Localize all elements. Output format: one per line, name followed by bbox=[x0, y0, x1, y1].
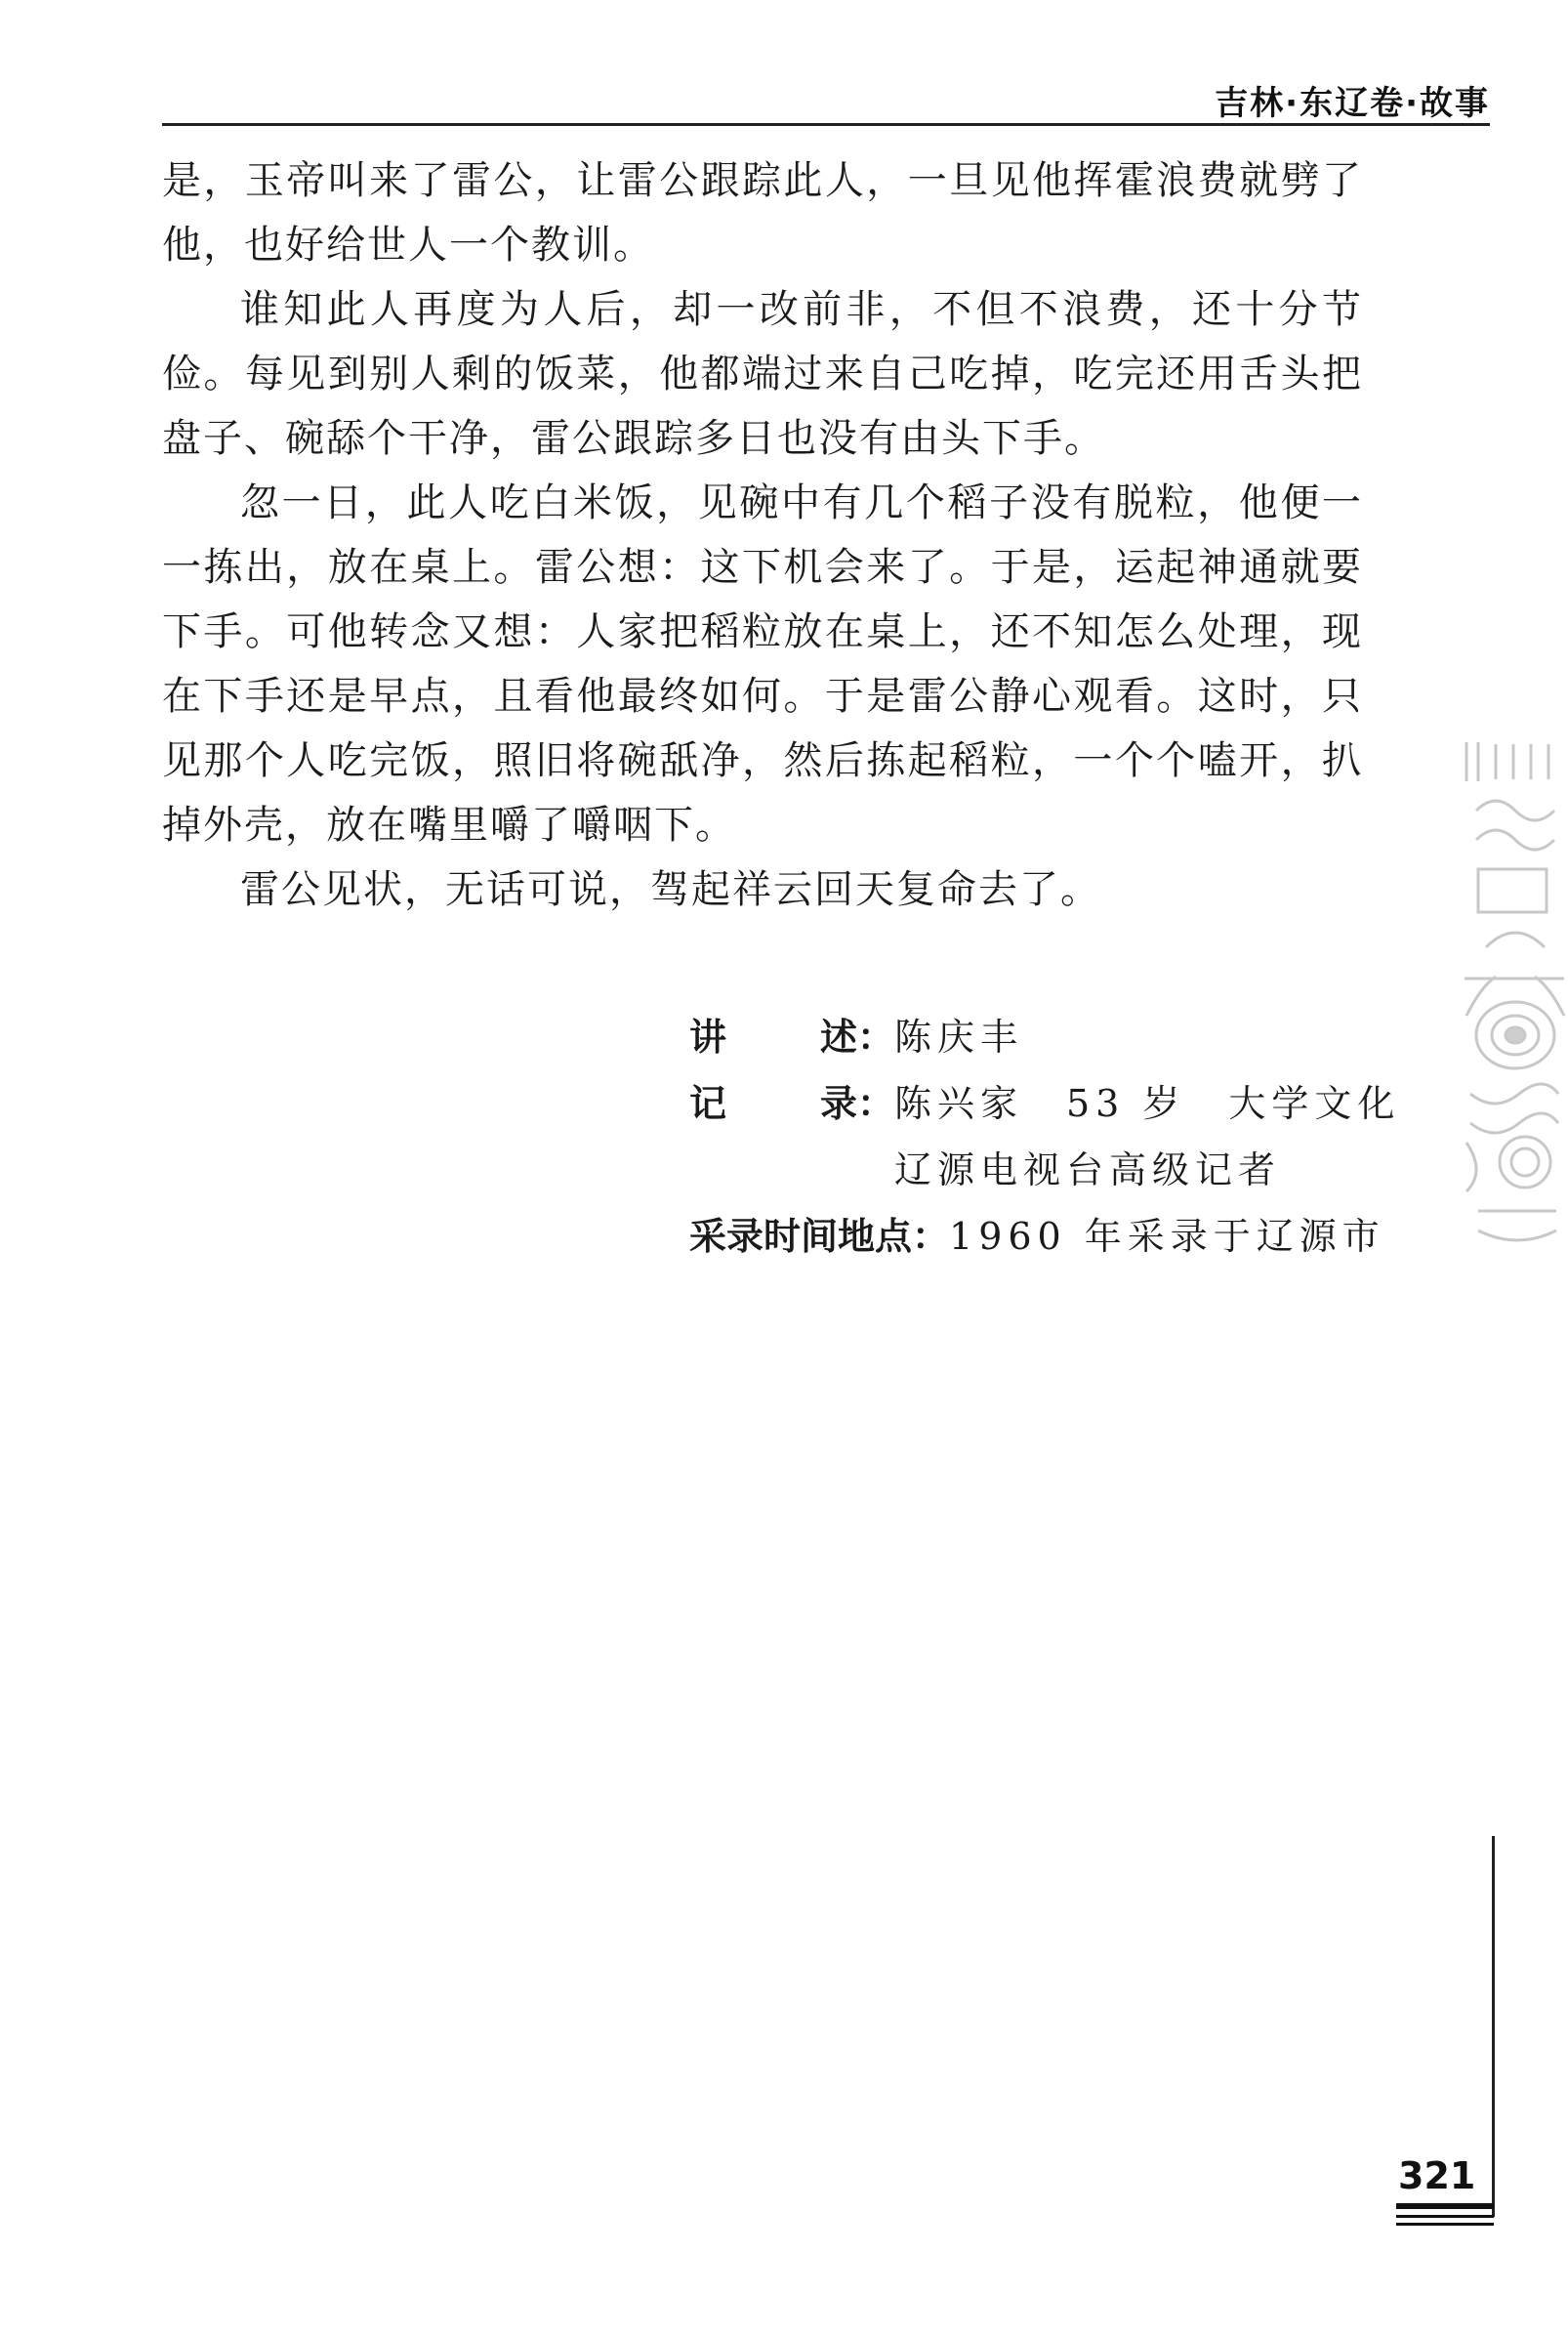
narrator-label bbox=[689, 1004, 894, 1070]
running-header: 吉林·东辽卷·故事 bbox=[1215, 84, 1490, 123]
paragraph: 雷公见状，无话可说，驾起祥云回天复命去了。 bbox=[240, 867, 1101, 912]
page-number-bar bbox=[1396, 2223, 1494, 2226]
story-body bbox=[162, 148, 1363, 922]
recorder-label-char: 记 bbox=[689, 1082, 727, 1125]
credits-block bbox=[689, 1004, 1412, 1270]
recorder-row bbox=[689, 1070, 1412, 1137]
side-ornament-decoration bbox=[1457, 723, 1568, 1289]
ornament-pattern-icon bbox=[1457, 723, 1568, 1289]
narrator-row bbox=[689, 1004, 1412, 1070]
recorder-label bbox=[689, 1070, 894, 1137]
page-number-bar bbox=[1396, 2215, 1494, 2218]
narrator-value: 陈庆丰 bbox=[894, 1016, 1024, 1059]
narrator-label-char: 讲 bbox=[689, 1016, 727, 1059]
recorder-value-continued: 辽源电视台高级记者 bbox=[894, 1148, 1282, 1191]
page-number: 321 bbox=[1398, 2154, 1476, 2197]
time-place-value: 1960 年采录于辽源市 bbox=[949, 1215, 1385, 1258]
recorder-row-continued bbox=[689, 1137, 1412, 1203]
paragraph: 忽一日，此人吃白米饭，见碗中有几个稻子没有脱粒，他便一一拣出，放在桌上。雷公想：这下机会来了。于是，运起神通就要下手。可他转念又想：人家把稻粒放在桌上，还不知怎么处理，现在下手还是早点，且看他最终如何。于是雷公静心观看。这时，只见那个人吃完饭，照旧将碗舐净，然后拣起稻粒，一个个嗑开，扒掉外壳，放在嘴里嚼了嚼咽下。 bbox=[162, 480, 1363, 848]
recorder-label-char: 录： bbox=[819, 1082, 894, 1125]
right-margin-rule bbox=[1492, 1836, 1495, 2217]
time-place-row bbox=[689, 1203, 1412, 1270]
narrator-label-char: 述： bbox=[819, 1016, 894, 1059]
page-number-bar bbox=[1396, 2203, 1494, 2209]
paragraph: 谁知此人再度为人后，却一改前非，不但不浪费，还十分节俭。每见到别人剩的饭菜，他都端过来自己吃掉，吃完还用舌头把盘子、碗舔个干净，雷公跟踪多日也没有由头下手。 bbox=[162, 287, 1363, 461]
header-rule bbox=[162, 123, 1490, 126]
time-place-label: 采录时间地点： bbox=[689, 1215, 950, 1258]
recorder-value: 陈兴家 53 岁 大学文化 bbox=[894, 1082, 1401, 1125]
paragraph: 是，玉帝叫来了雷公，让雷公跟踪此人，一旦见他挥霍浪费就劈了他，也好给世人一个教训。 bbox=[162, 158, 1363, 268]
